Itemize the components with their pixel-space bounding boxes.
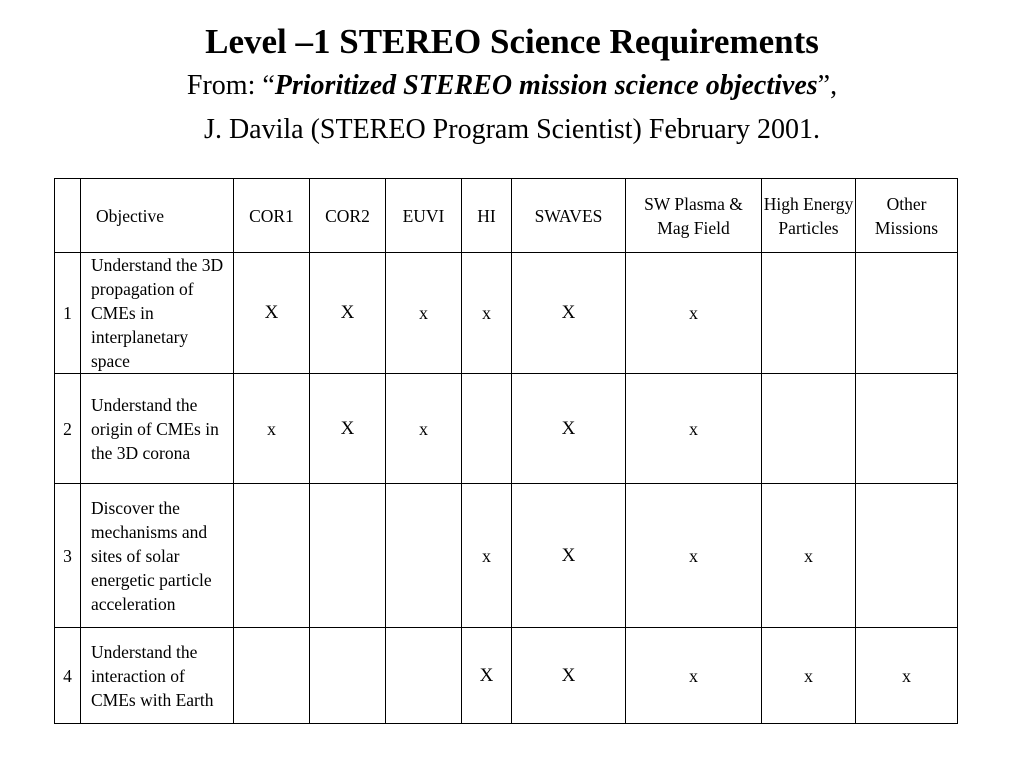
objective-text: Understand the interaction of CMEs with Earth (81, 628, 234, 724)
title-block (0, 20, 1024, 152)
mark-cell-sw-plasma: x (626, 374, 762, 484)
mark-cell-cor1 (234, 628, 310, 724)
row-number: 2 (55, 374, 81, 484)
mark-cell-sw-plasma: x (626, 628, 762, 724)
mark-cell-hi: X (462, 628, 512, 724)
mark-cell-hi (462, 374, 512, 484)
mark-cell-other-missions (856, 374, 958, 484)
mark-cell-cor1 (234, 484, 310, 628)
header-row (55, 179, 958, 253)
row-number: 4 (55, 628, 81, 724)
mark-cell-cor2: X (310, 253, 386, 374)
mark-cell-hi: x (462, 253, 512, 374)
table-row (55, 253, 958, 374)
objective-text: Understand the 3D propagation of CMEs in interplanetary space (81, 253, 234, 374)
mark-cell-euvi: x (386, 253, 462, 374)
mark-cell-swaves: X (512, 628, 626, 724)
mark-cell-swaves: X (512, 374, 626, 484)
column-header-cor1: COR1 (234, 179, 310, 253)
column-header-objective: Objective (81, 179, 234, 253)
mark-cell-euvi (386, 484, 462, 628)
mark-cell-high-energy-particles: x (762, 484, 856, 628)
row-number: 3 (55, 484, 81, 628)
mark-cell-euvi (386, 628, 462, 724)
mark-cell-hi: x (462, 484, 512, 628)
table-row (55, 628, 958, 724)
mark-cell-euvi: x (386, 374, 462, 484)
mark-cell-high-energy-particles (762, 374, 856, 484)
table-row (55, 484, 958, 628)
column-header-euvi: EUVI (386, 179, 462, 253)
mark-cell-cor1: x (234, 374, 310, 484)
table-row (55, 374, 958, 484)
mark-cell-sw-plasma: x (626, 484, 762, 628)
source-line (0, 64, 1024, 108)
mark-cell-high-energy-particles: x (762, 628, 856, 724)
mark-cell-swaves: X (512, 253, 626, 374)
mark-cell-cor2: X (310, 374, 386, 484)
column-header-number (55, 179, 81, 253)
objective-text: Discover the mechanisms and sites of solar energetic particle acceleration (81, 484, 234, 628)
mark-cell-swaves: X (512, 484, 626, 628)
row-number: 1 (55, 253, 81, 374)
mark-cell-other-missions (856, 253, 958, 374)
column-header-other-missions: Other Missions (856, 179, 958, 253)
mark-cell-cor2 (310, 484, 386, 628)
page-title: Level –1 STEREO Science Requirements (205, 22, 819, 61)
mark-cell-other-missions: x (856, 628, 958, 724)
source-suffix: ”, (817, 70, 838, 101)
source-prefix: From: “ (186, 70, 275, 101)
column-header-sw-plasma: SW Plasma & Mag Field (626, 179, 762, 253)
objective-text: Understand the origin of CMEs in the 3D corona (81, 374, 234, 484)
mark-cell-high-energy-particles (762, 253, 856, 374)
source-document-title: Prioritized STEREO mission science objectives (274, 70, 818, 101)
column-header-cor2: COR2 (310, 179, 386, 253)
author-line: J. Davila (STEREO Program Scientist) February 2001. (204, 114, 820, 145)
column-header-swaves: SWAVES (512, 179, 626, 253)
requirements-table (54, 178, 958, 724)
mark-cell-sw-plasma: x (626, 253, 762, 374)
column-header-hi: HI (462, 179, 512, 253)
column-header-high-energy-particles: High Energy Particles (762, 179, 856, 253)
mark-cell-cor2 (310, 628, 386, 724)
mark-cell-cor1: X (234, 253, 310, 374)
mark-cell-other-missions (856, 484, 958, 628)
